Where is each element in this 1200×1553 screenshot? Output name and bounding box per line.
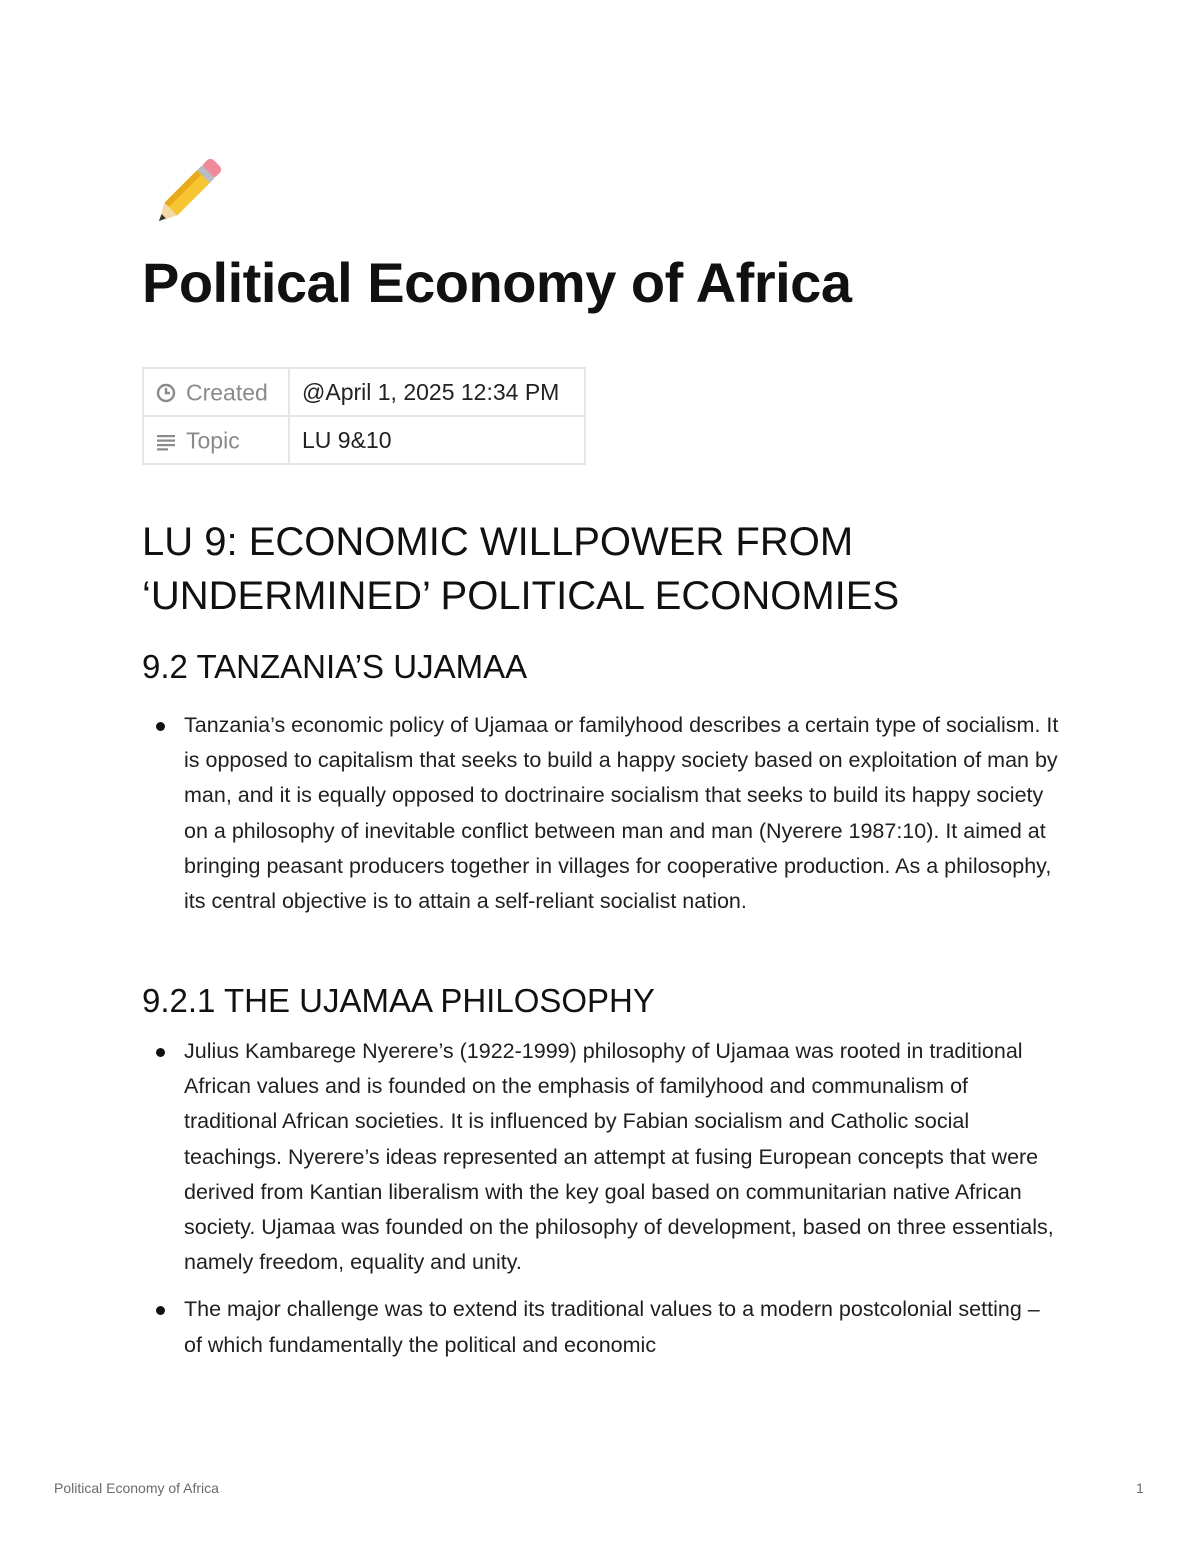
property-key: Topic (143, 416, 289, 464)
heading-section-9-2-1: 9.2.1 THE UJAMAA PHILOSOPHY (142, 982, 655, 1019)
list-item: The major challenge was to extend its traditional values to a modern postcolonial setting – of which fundamentally the political and economic (142, 1292, 1062, 1362)
property-value-topic[interactable]: LU 9&10 (289, 416, 585, 464)
bullet-list-9-2 (142, 708, 1062, 931)
list-item: Julius Kambarege Nyerere’s (1922-1999) philosophy of Ujamaa was rooted in traditional African values and is founded on the emphasis of familyhood and communalism of traditional African societies. It is influenced by Fabian socialism and Catholic social teachings. Nyerere’s ideas represented an attempt at fusing European concepts that were derived from Kantian liberalism with the key goal based on communitarian native African society. Ujamaa was founded on the philosophy of development, based on three essentials, namely freedom, equality and unity. (142, 1034, 1062, 1280)
clock-icon (156, 383, 176, 403)
bullet-list-9-2-1 (142, 1034, 1062, 1375)
footer-page-number: 1 (1136, 1480, 1144, 1496)
property-value-created[interactable]: @April 1, 2025 12:34 PM (289, 368, 585, 416)
page-title: Political Economy of Africa (142, 251, 852, 314)
text-lines-icon (156, 431, 176, 451)
bullet-dot (156, 1306, 165, 1315)
property-key: Created (143, 368, 289, 416)
pencil-icon (142, 152, 228, 238)
property-row-topic[interactable] (143, 416, 585, 464)
properties-table (142, 367, 586, 465)
heading-section-9-2: 9.2 TANZANIA’S UJAMAA (142, 648, 528, 685)
property-row-created[interactable] (143, 368, 585, 416)
list-item: Tanzania’s economic policy of Ujamaa or familyhood describes a certain type of socialism. It is opposed to capitalism that seeks to build a happy society based on exploitation of man by man, and it is equally opposed to doctrinaire socialism that seeks to build its happy society on a philosophy of inevitable conflict between man and man (Nyerere 1987:10). It aimed at bringing peasant producers together in villages for cooperative production. As a philosophy, its central objective is to attain a self-reliant socialist nation. (142, 708, 1062, 919)
bullet-dot (156, 722, 165, 731)
footer-title: Political Economy of Africa (54, 1480, 219, 1496)
bullet-dot (156, 1048, 165, 1057)
heading-lu9: LU 9: ECONOMIC WILLPOWER FROM ‘UNDERMINED’ POLITICAL ECONOMIES (142, 520, 900, 618)
